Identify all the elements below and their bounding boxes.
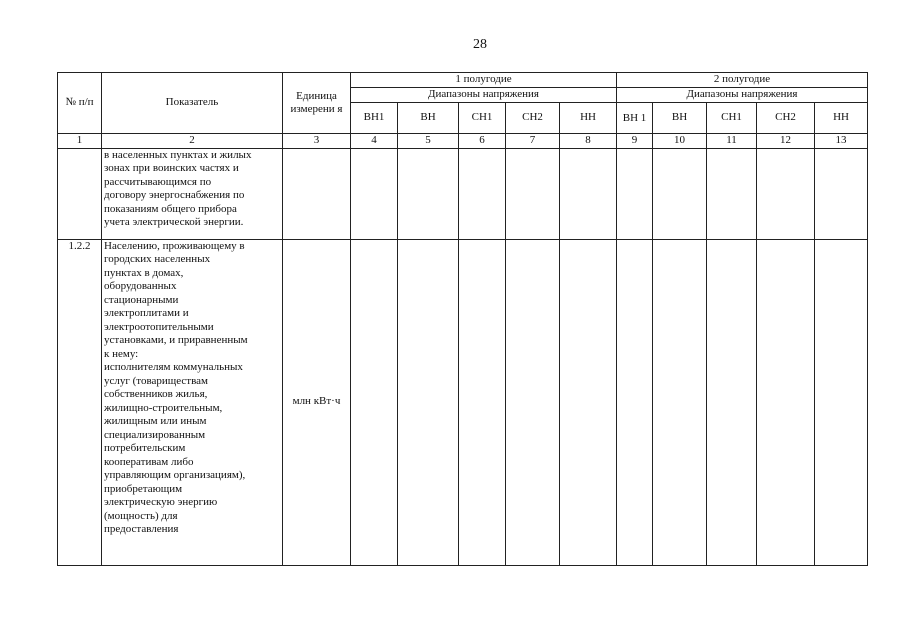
value-cell — [653, 239, 707, 565]
index-cell: 5 — [398, 134, 459, 149]
header-unit: Единица измерени я — [283, 73, 351, 134]
index-cell: 11 — [707, 134, 757, 149]
value-cell — [815, 239, 868, 565]
value-cell — [351, 148, 398, 239]
value-cell — [398, 148, 459, 239]
index-cell: 10 — [653, 134, 707, 149]
value-cell — [560, 148, 617, 239]
header-half1: 1 полугодие — [351, 73, 617, 88]
header-col: ВН — [653, 103, 707, 134]
page-number: 28 — [473, 37, 487, 52]
index-row — [58, 134, 868, 149]
data-table — [57, 72, 868, 566]
row-num — [58, 148, 102, 239]
value-cell — [351, 239, 398, 565]
index-cell: 13 — [815, 134, 868, 149]
header-col: СН1 — [459, 103, 506, 134]
table-row — [58, 148, 868, 239]
index-cell: 2 — [102, 134, 283, 149]
header-col: ВН1 — [351, 103, 398, 134]
value-cell — [757, 148, 815, 239]
value-cell — [653, 148, 707, 239]
header-ranges-1: Диапазоны напряжения — [351, 88, 617, 103]
value-cell — [617, 239, 653, 565]
value-cell — [459, 148, 506, 239]
header-col: СН2 — [757, 103, 815, 134]
value-cell — [398, 239, 459, 565]
index-cell: 6 — [459, 134, 506, 149]
index-cell: 8 — [560, 134, 617, 149]
header-ranges-2: Диапазоны напряжения — [617, 88, 868, 103]
row-indicator: в населенных пунктах и жилых зонах при воинских частях и рассчитывающимся по договору энергоснабжения по показаниям общего прибора учета электрической энергии. — [102, 148, 283, 239]
value-cell — [560, 239, 617, 565]
header-col: НН — [560, 103, 617, 134]
row-unit — [283, 148, 351, 239]
header-half2: 2 полугодие — [617, 73, 868, 88]
table-row — [58, 239, 868, 565]
value-cell — [459, 239, 506, 565]
header-indicator: Показатель — [102, 73, 283, 134]
value-cell — [617, 148, 653, 239]
index-cell: 1 — [58, 134, 102, 149]
index-cell: 7 — [506, 134, 560, 149]
value-cell — [707, 239, 757, 565]
header-col: НН — [815, 103, 868, 134]
row-unit: млн кВт·ч — [283, 239, 351, 565]
index-cell: 4 — [351, 134, 398, 149]
header-col: ВН 1 — [617, 103, 653, 134]
header-num: № п/п — [58, 73, 102, 134]
index-cell: 9 — [617, 134, 653, 149]
index-cell: 3 — [283, 134, 351, 149]
value-cell — [506, 148, 560, 239]
row-indicator: Населению, проживающему в городских населенных пунктах в домах, оборудованных стационарными электроплитами и электроотопительными установками, и приравненным к нему: исполнителям коммунальных услуг (товариществам собственников жилья, жилищно-строительным, жилищным или иным специализированным потребительским кооперативам либо управляющим организациям), приобретающим электрическую энергию (мощность) для предоставления — [102, 239, 283, 565]
index-cell: 12 — [757, 134, 815, 149]
value-cell — [707, 148, 757, 239]
header-col: СН2 — [506, 103, 560, 134]
header-col: ВН — [398, 103, 459, 134]
value-cell — [815, 148, 868, 239]
row-num: 1.2.2 — [58, 239, 102, 565]
header-col: СН1 — [707, 103, 757, 134]
value-cell — [506, 239, 560, 565]
value-cell — [757, 239, 815, 565]
